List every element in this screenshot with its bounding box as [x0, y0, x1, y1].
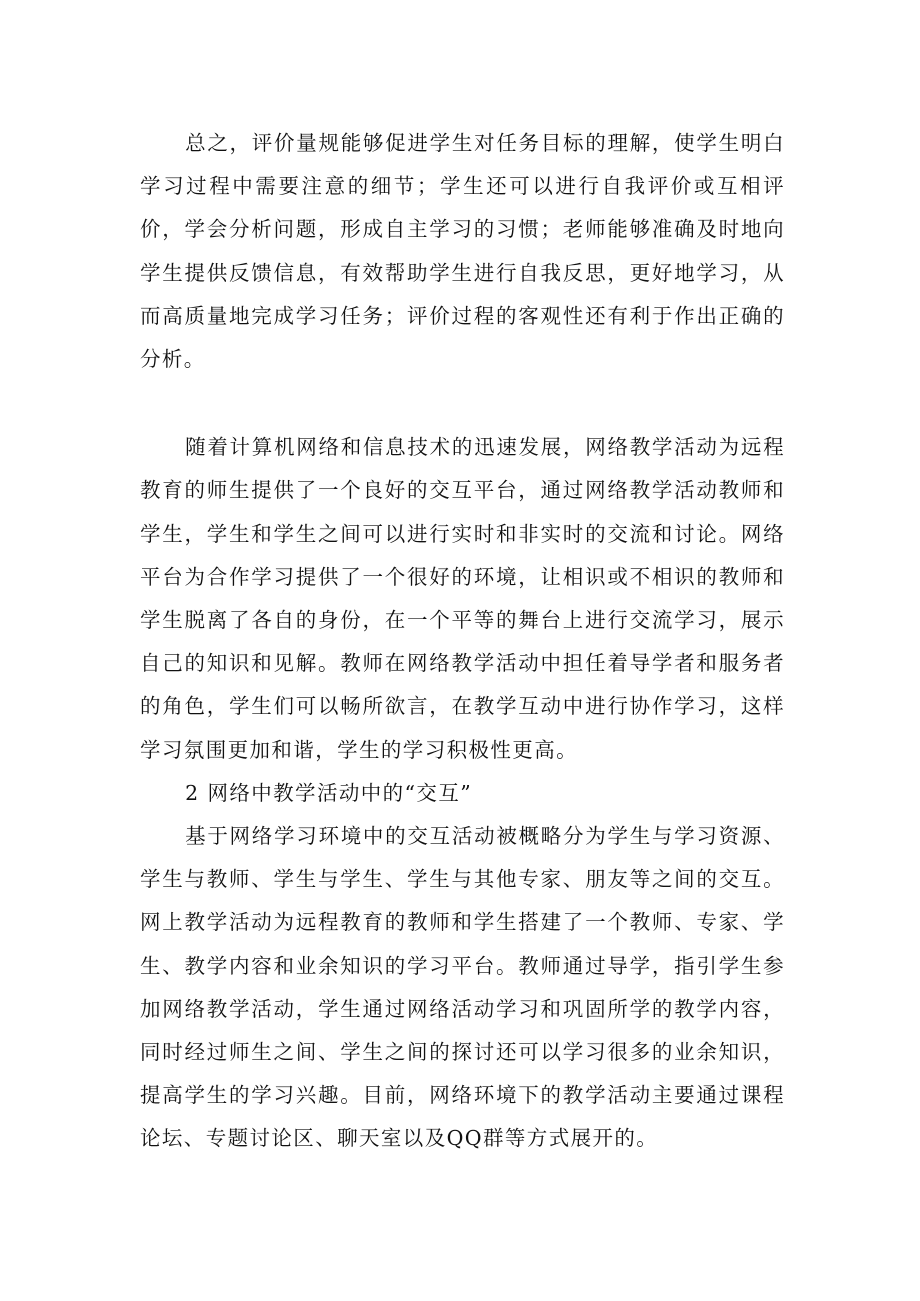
paragraph-summary: 总之，评价量规能够促进学生对任务目标的理解，使学生明白学习过程中需要注意的细节；学生还可以进行自我评价或互相评价，学会分析问题，形成自主学习的习惯；老师能够准确及时地向学生提供反馈信息，有效帮助学生进行自我反思，更好地学习，从而高质量地完成学习任务；评价过程的客观性还有利于作出正确的分析。 [140, 131, 785, 372]
document-body [140, 122, 785, 1161]
paragraph-interaction: 基于网络学习环境中的交互活动被概略分为学生与学习资源、学生与教师、学生与学生、学生与其他专家、朋友等之间的交互。网上教学活动为远程教育的教师和学生搭建了一个教师、专家、学生、教学内容和业余知识的学习平台。教师通过导学，指引学生参加网络教学活动，学生通过网络活动学习和巩固所学的教学内容，同时经过师生之间、学生之间的探讨还可以学习很多的业余知识，提高学生的学习兴趣。目前，网络环境下的教学活动主要通过课程论坛、专题讨论区、聊天室以及QQ群等方式展开的。 [140, 824, 785, 1151]
section-heading: 2 网络中教学活动中的“交互” [185, 780, 473, 805]
paragraph-network-teaching: 随着计算机网络和信息技术的迅速发展，网络教学活动为远程教育的师生提供了一个良好的交互平台，通过网络教学活动教师和学生，学生和学生之间可以进行实时和非实时的交流和讨论。网络平台为合作学习提供了一个很好的环境，让相识或不相识的教师和学生脱离了各自的身份，在一个平等的舞台上进行交流学习，展示自己的知识和见解。教师在网络教学活动中担任着导学者和服务者的角色，学生们可以畅所欲言，在教学互动中进行协作学习，这样学习氛围更加和谐，学生的学习积极性更高。 [140, 435, 785, 762]
